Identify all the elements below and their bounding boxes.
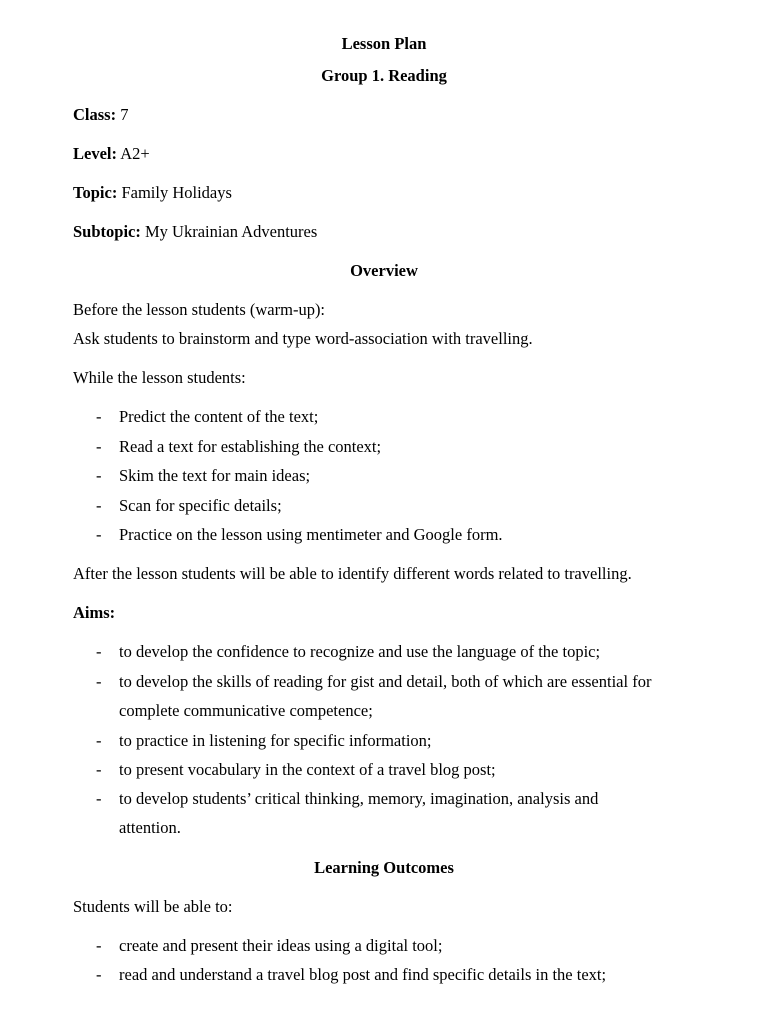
list-item: to develop students’ critical thinking, memory, imagination, analysis and — [119, 789, 599, 808]
bullet-dash: - — [96, 672, 102, 691]
class-value: 7 — [120, 105, 129, 124]
list-item: Read a text for establishing the context; — [119, 437, 382, 456]
aims-heading: Aims: — [73, 603, 116, 622]
level-value: A2+ — [120, 144, 150, 163]
list-item: to practice in listening for specific information; — [119, 731, 432, 750]
before-intro: Before the lesson students (warm-up): — [73, 300, 326, 319]
list-item: Practice on the lesson using mentimeter and Google form. — [119, 525, 503, 544]
bullet-dash: - — [96, 760, 102, 779]
list-item-continuation: complete communicative competence; — [119, 701, 373, 720]
bullet-dash: - — [96, 789, 102, 808]
list-item: to develop the skills of reading for gist and detail, both of which are essential for — [119, 672, 652, 691]
outcomes-heading: Learning Outcomes — [314, 858, 454, 877]
bullet-dash: - — [96, 496, 102, 515]
bullet-dash: - — [96, 642, 102, 661]
bullet-dash: - — [96, 437, 102, 456]
list-item: Skim the text for main ideas; — [119, 466, 311, 485]
document-subtitle: Group 1. Reading — [321, 66, 447, 85]
bullet-dash: - — [96, 731, 102, 750]
topic-row — [73, 183, 728, 203]
outcomes-intro: Students will be able to: — [73, 897, 233, 916]
document-title: Lesson Plan — [341, 34, 427, 53]
bullet-dash: - — [96, 466, 102, 485]
class-label: Class: — [73, 105, 117, 124]
subtopic-row — [73, 222, 728, 242]
after-text: After the lesson students will be able to identify different words related to travelling. — [73, 564, 632, 583]
topic-value: Family Holidays — [121, 183, 232, 202]
bullet-dash: - — [96, 965, 102, 984]
while-intro: While the lesson students: — [73, 368, 246, 387]
list-item: to present vocabulary in the context of a travel blog post; — [119, 760, 496, 779]
level-label: Level: — [73, 144, 117, 163]
before-task: Ask students to brainstorm and type word-association with travelling. — [73, 329, 533, 348]
list-item-continuation: attention. — [119, 818, 181, 837]
subtopic-value: My Ukrainian Adventures — [144, 222, 318, 241]
list-item: Scan for specific details; — [119, 496, 282, 515]
overview-heading: Overview — [350, 261, 418, 280]
list-item: read and understand a travel blog post and find specific details in the text; — [119, 965, 607, 984]
subtopic-label: Subtopic: — [73, 222, 141, 241]
bullet-dash: - — [96, 525, 102, 544]
class-row — [73, 105, 728, 125]
bullet-dash: - — [96, 936, 102, 955]
list-item: to develop the confidence to recognize and use the language of the topic; — [119, 642, 601, 661]
list-item: Predict the content of the text; — [119, 407, 319, 426]
level-row — [73, 144, 728, 164]
bullet-dash: - — [96, 407, 102, 426]
list-item: create and present their ideas using a digital tool; — [119, 936, 443, 955]
topic-label: Topic: — [73, 183, 118, 202]
